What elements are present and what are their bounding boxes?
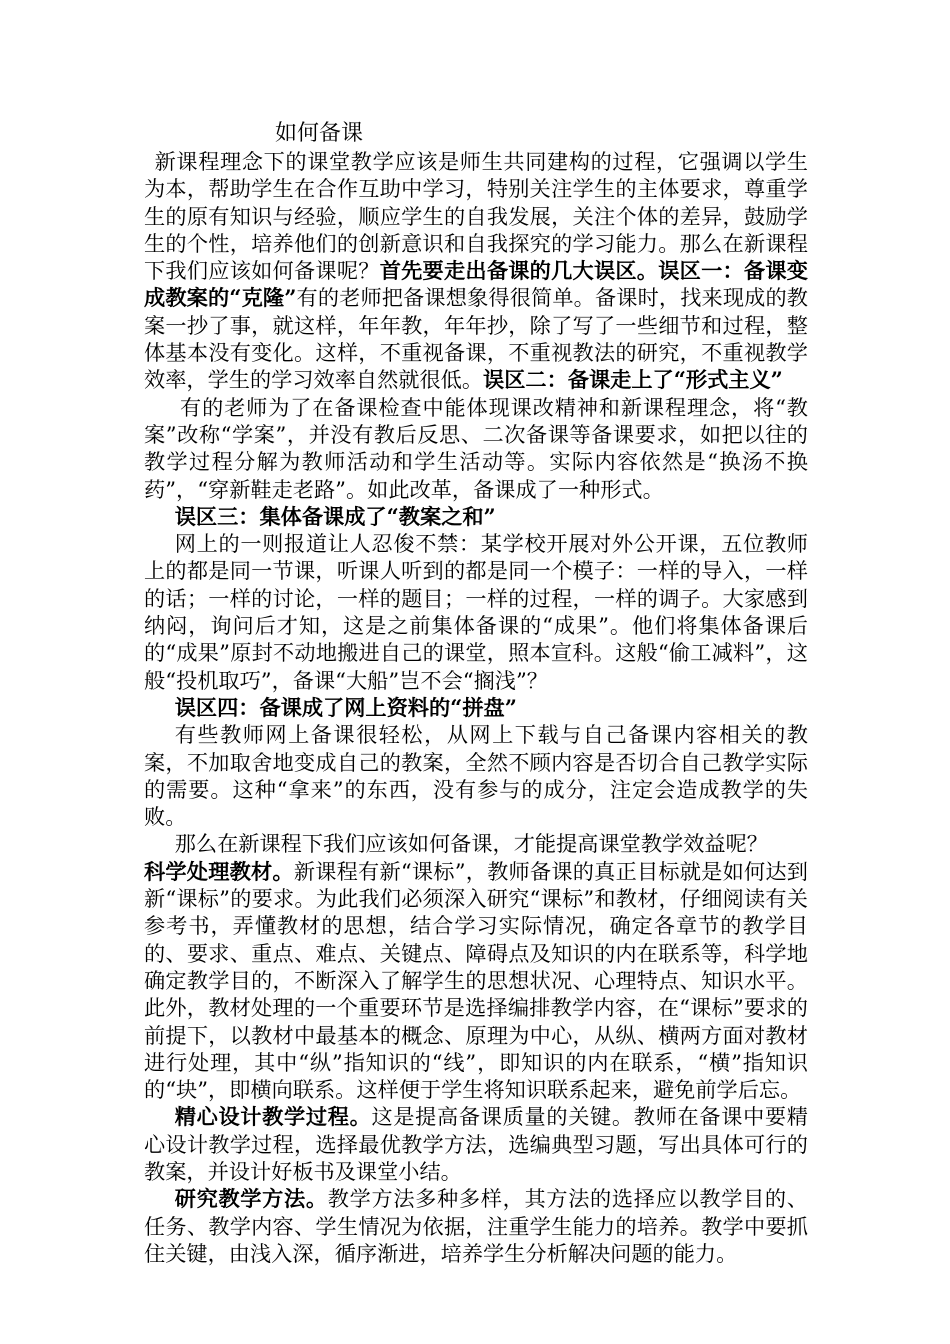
paragraph-intro — [144, 148, 808, 394]
paragraph-process — [144, 1103, 808, 1185]
misconception-1-heading: 首先要走出备课的几大误区。误区一：备课变成教案的“克隆” — [144, 258, 808, 311]
paragraph-question: 那么在新课程下我们应该如何备课，才能提高课堂教学效益呢？ — [174, 831, 768, 857]
textbook-text: 新课程有新“课标”，教师备课的真正目标就是如何达到新“课标”的要求。为此我们必须深入研究“课标”和教材，仔细阅读有关参考书，弄懂教材的思想，结合学习实际情况，确定各章节的教学目的、要求、重点、难点、关键点、障碍点及知识的内在联系等，科学地确定教学目的，不断深入了解学生的思想状况、心理特点、知识水平。此外，教材处理的一个重要环节是选择编排教学内容，在“课标”要求的前提下，以教材中最基本的概念、原理为中心，从纵、横两方面对教材进行处理，其中“纵”指知识的“线”，即知识的内在联系，“横”指知识的“块”，即横向联系。这样便于学生将知识联系起来，避免前学后忘。 — [144, 858, 808, 1103]
misconception-1-text: 有的老师把备课想象得很简单。备课时，找来现成的教案一抄了事，就这样，年年教，年年抄，除了写了一些细节和过程，整体基本没有变化。这样，不重视备课，不重视教法的研究，不重视教学效率，学生的学习效率自然就很低。 — [144, 285, 808, 393]
textbook-heading: 科学处理教材。 — [144, 858, 294, 884]
document-body — [144, 148, 808, 1267]
paragraph-misconception-4: 有些教师网上备课很轻松，从网上下载与自己备课内容相关的教案，不加取舍地变成自己的教案，全然不顾内容是否切合自己教学实际的需要。这种“拿来”的东西，没有参与的成分，注定会造成教学的失败。 — [144, 722, 808, 830]
misconception-4-heading: 误区四：备课成了网上资料的“拼盘” — [174, 694, 517, 720]
document-title: 如何备课 — [275, 121, 364, 146]
paragraph-misconception-2: 有的老师为了在备课检查中能体现课改精神和新课程理念，将“教案”改称“学案”，并没有教后反思、二次备课等备课要求，如把以往的教学过程分解为教师活动和学生活动等。实际内容依然是“换汤不换药”，“穿新鞋走老路”。如此改革，备课成了一种形式。 — [144, 394, 808, 502]
process-text: 这是提高备课质量的关键。教师在备课中要精心设计教学过程，选择最优教学方法，选编典型习题，写出具体可行的教案，并设计好板书及课堂小结。 — [144, 1104, 808, 1184]
process-heading: 精心设计教学过程。 — [174, 1104, 372, 1130]
paragraph-textbook — [144, 858, 808, 1104]
paragraph-misconception-3: 网上的一则报道让人忍俊不禁：某学校开展对外公开课，五位教师上的都是同一节课，听课人听到的都是同一个模子：一样的导入，一样的话；一样的讨论，一样的题目；一样的过程，一样的调子。大家感到纳闷，询问后才知，这是之前集体备课的“成果”。他们将集体备课后的“成果”原封不动地搬进自己的课堂，照本宣科。这般“偷工减料”，这般“投机取巧”，备课“大船”岂不会“搁浅”？ — [144, 531, 808, 693]
methods-text: 教学方法多种多样，其方法的选择应以教学目的、任务、教学内容、学生情况为依据，注重学生能力的培养。教学中要抓住关键，由浅入深，循序渐进，培养学生分析解决问题的能力。 — [144, 1186, 808, 1266]
intro-text: 新课程理念下的课堂教学应该是师生共同建构的过程，它强调以学生为本，帮助学生在合作互助中学习，特别关注学生的主体要求，尊重学生的原有知识与经验，顺应学生的自我发展，关注个体的差异，鼓励学生的个性，培养他们的创新意识和自我探究的学习能力。那么在新课程下我们应该如何备课呢？ — [144, 149, 808, 284]
methods-heading: 研究教学方法。 — [174, 1186, 328, 1212]
misconception-2-heading: 误区二：备课走上了“形式主义” — [483, 367, 783, 393]
misconception-3-heading: 误区三：集体备课成了“教案之和” — [174, 503, 496, 529]
paragraph-methods — [144, 1185, 808, 1267]
